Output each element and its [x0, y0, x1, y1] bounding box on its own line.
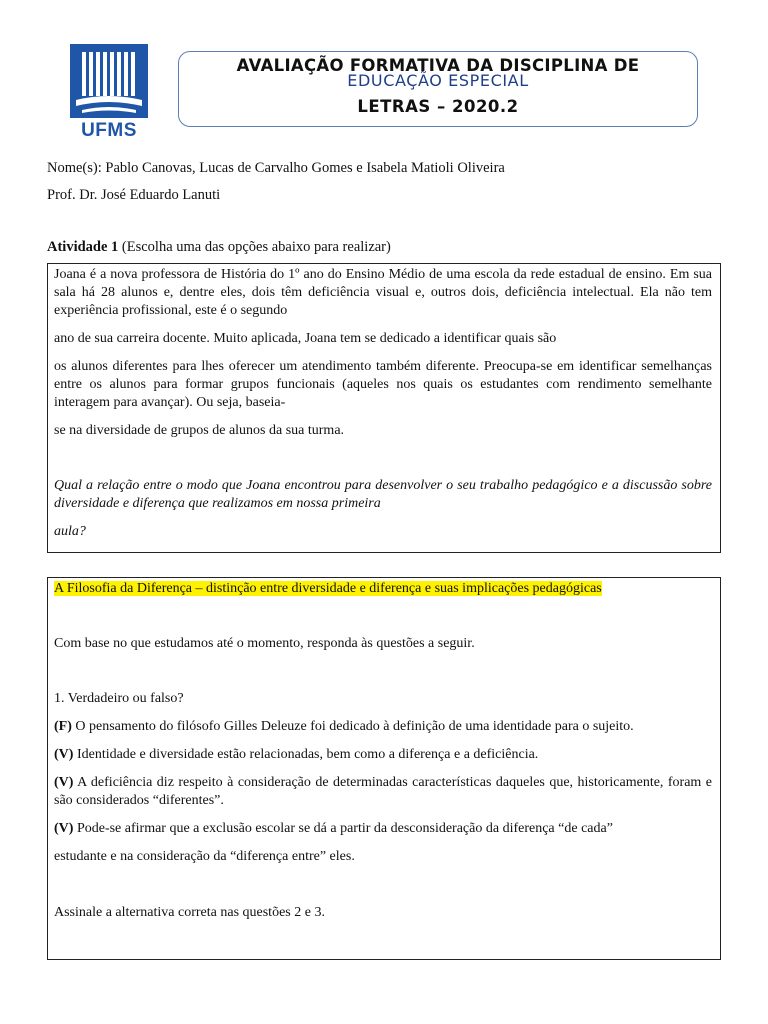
- case-paragraph-1: Joana é a nova professora de História do 1º ano do Ensino Médio de uma escola da rede estadual de ensino. Em sua sala há 28 alunos e, dentre eles, dois têm deficiência visual e, outros dois, deficiência intelectual. Ela não tem experiência profissional, este é o segundo: [54, 267, 712, 318]
- title-line-3: LETRAS – 2020.2: [357, 97, 519, 116]
- tf-mark: (V): [54, 747, 74, 762]
- tf-item-1: [54, 718, 712, 736]
- tf-text: Identidade e diversidade estão relacionadas, bem como a diferença e a deficiência.: [73, 747, 539, 762]
- highlighted-title: A Filosofia da Diferença – distinção entre diversidade e diferença e suas implicações pedagógicas: [54, 581, 602, 596]
- intro-text: Com base no que estudamos até o momento, responda às questões a seguir.: [54, 636, 475, 651]
- activity-heading: [47, 239, 391, 256]
- ufms-building-emblem: [68, 42, 150, 120]
- activity-label: Atividade 1: [47, 239, 119, 255]
- tf-text: Pode-se afirmar que a exclusão escolar se dá a partir da desconsideração da diferença “de cada”: [73, 821, 613, 836]
- tf-item-3: [54, 774, 712, 810]
- title-box: [178, 51, 698, 127]
- tf-mark: (F): [54, 719, 72, 734]
- tf-item-4-continuation: estudante e na consideração da “diferença entre” eles.: [54, 849, 355, 864]
- tf-text: A deficiência diz respeito à consideração de determinadas características daqueles que, historicamente, foram e são considerados “diferentes”.: [54, 775, 712, 808]
- title-line-1: AVALIAÇÃO FORMATIVA DA DISCIPLINA DE: [236, 56, 640, 75]
- student-names: Nome(s): Pablo Canovas, Lucas de Carvalho Gomes e Isabela Matioli Oliveira: [47, 160, 505, 176]
- question-1-label: 1. Verdadeiro ou falso?: [54, 691, 184, 706]
- case-paragraph-3: os alunos diferentes para lhes oferecer um atendimento também diferente. Preocupa-se em identificar semelhanças entre os alunos para formar grupos funcionais (aqueles nos quais os estudantes com rendimento semelhante interagem para avançar). Ou seja, baseia-: [54, 359, 712, 410]
- tf-mark: (V): [54, 775, 74, 790]
- tf-text: O pensamento do filósofo Gilles Deleuze foi dedicado à definição de uma identidade para o sujeito.: [71, 719, 634, 734]
- ufms-logo: [68, 42, 150, 142]
- closing-instruction: Assinale a alternativa correta nas questões 2 e 3.: [54, 905, 325, 920]
- tf-item-4: [54, 820, 712, 838]
- case-paragraph-2: ano de sua carreira docente. Muito aplicada, Joana tem se dedicado a identificar quais são: [54, 331, 557, 346]
- option-2-box: [47, 577, 721, 960]
- section-title: [54, 580, 712, 598]
- activity-instruction: (Escolha uma das opções abaixo para realizar): [118, 239, 391, 255]
- title-line-2: EDUCAÇÃO ESPECIAL: [347, 71, 529, 90]
- question-text-end: aula?: [54, 524, 86, 539]
- option-1-box: [47, 263, 721, 553]
- logo-wordmark: UFMS: [81, 120, 137, 141]
- tf-item-2: [54, 746, 712, 764]
- professor-name: Prof. Dr. José Eduardo Lanuti: [47, 187, 221, 203]
- tf-mark: (V): [54, 821, 74, 836]
- question-text: Qual a relação entre o modo que Joana encontrou para desenvolver o seu trabalho pedagógico e a discussão sobre diversidade e diferença que realizamos em nossa primeira: [54, 478, 712, 511]
- case-paragraph-4: se na diversidade de grupos de alunos da sua turma.: [54, 423, 345, 438]
